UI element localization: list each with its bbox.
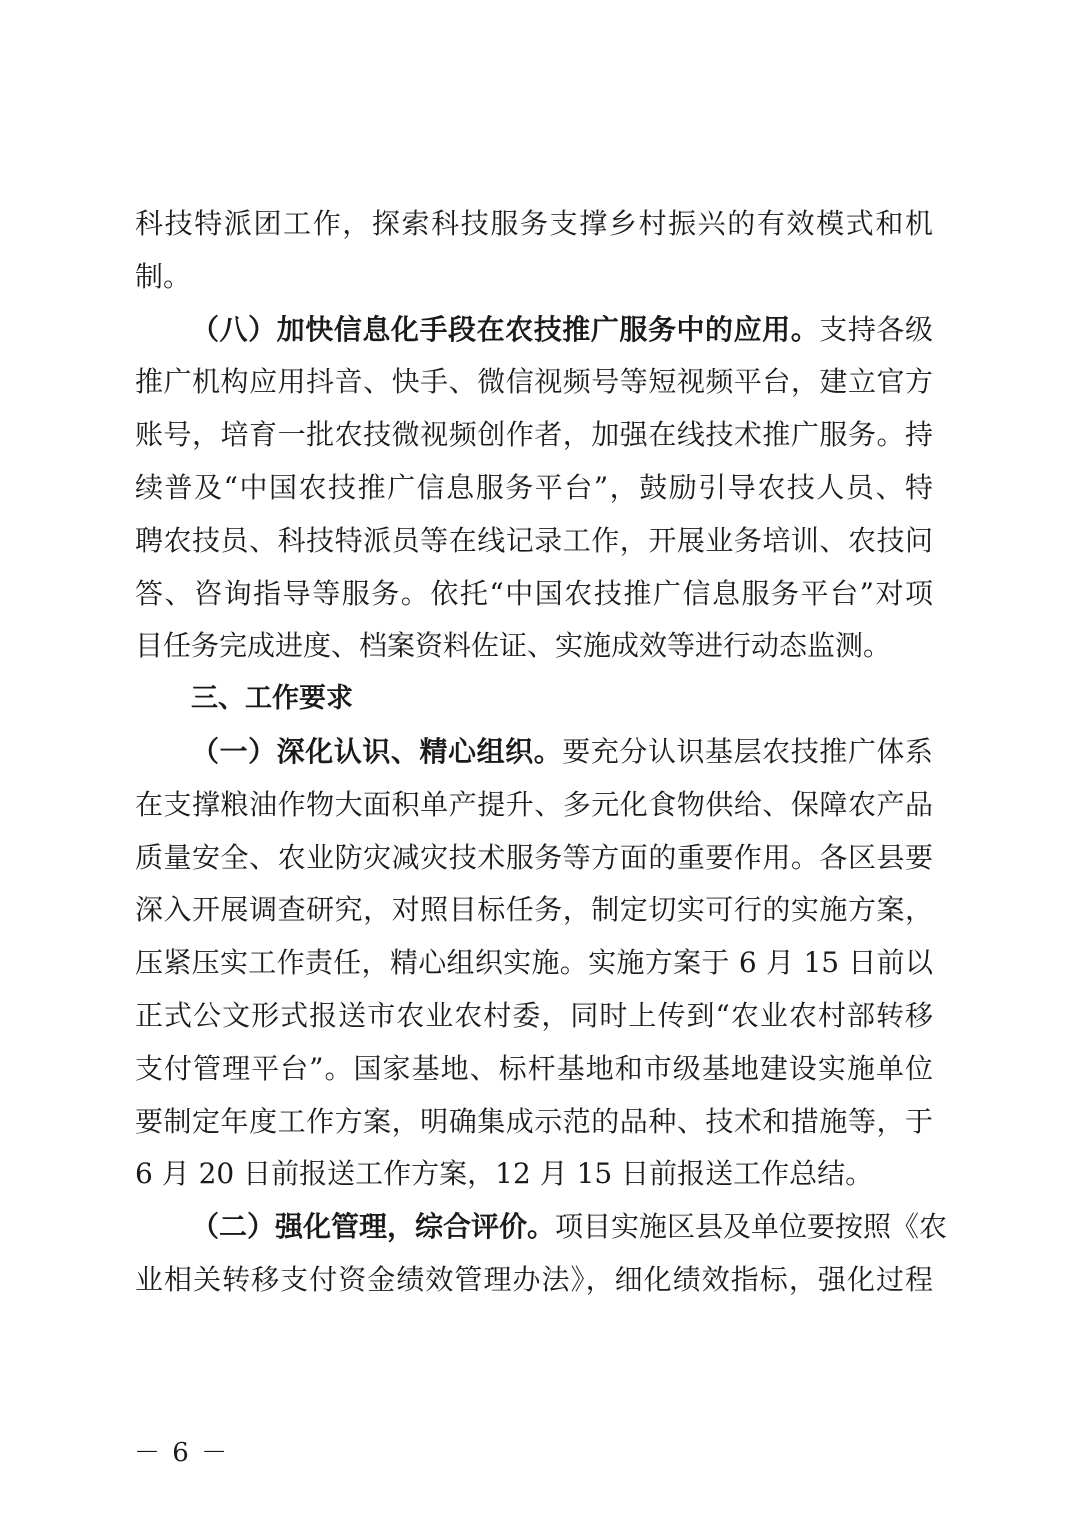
text-line: 深入开展调查研究，对照目标任务，制定切实可行的实施方案， bbox=[135, 893, 933, 927]
paragraph-lead: （八）加快信息化手段在农技推广服务中的应用。 bbox=[191, 312, 820, 346]
text-line: 支付管理平台”。国家基地、标杆基地和市级基地建设实施单位 bbox=[135, 1051, 933, 1085]
text-line bbox=[135, 304, 933, 357]
body-text bbox=[135, 198, 948, 1307]
text-line bbox=[135, 726, 933, 779]
paragraph-text: 支持各级 bbox=[819, 312, 933, 346]
text-line: 业相关转移支付资金绩效管理办法》，细化绩效指标，强化过程 bbox=[135, 1262, 933, 1296]
text-line: 在支撑粮油作物大面积单产提升、多元化食物供给、保障农产品 bbox=[135, 787, 933, 821]
text-line: 6 月 20 日前报送工作方案，12 月 15 日前报送工作总结。 bbox=[135, 1157, 874, 1191]
section-heading: 三、工作要求 bbox=[191, 683, 353, 715]
text-line: 续普及“中国农技推广信息服务平台”，鼓励引导农技人员、特 bbox=[135, 470, 933, 504]
text-line: 科技特派团工作，探索科技服务支撑乡村振兴的有效模式和机 bbox=[135, 207, 933, 240]
text-line: 推广机构应用抖音、快手、微信视频号等短视频平台，建立官方 bbox=[135, 365, 933, 399]
paragraph-text: 要充分认识基层农技推广体系 bbox=[562, 734, 933, 768]
text-line: 账号，培育一批农技微视频创作者，加强在线技术推广服务。持 bbox=[135, 418, 933, 452]
text-line bbox=[135, 1201, 948, 1254]
paragraph-lead: （一）深化认识、精心组织。 bbox=[191, 734, 563, 768]
text-line: 目任务完成进度、档案资料佐证、实施成效等进行动态监测。 bbox=[135, 629, 892, 663]
text-line: 要制定年度工作方案，明确集成示范的品种、技术和措施等，于 bbox=[135, 1104, 933, 1138]
page-number: － 6 － bbox=[134, 1438, 230, 1468]
text-line: 制。 bbox=[135, 259, 192, 293]
text-line: 答、咨询指导等服务。依托“中国农技推广信息服务平台”对项 bbox=[135, 576, 933, 610]
paragraph-lead: （二）强化管理，综合评价。 bbox=[191, 1210, 556, 1244]
text-line: 聘农技员、科技特派员等在线记录工作，开展业务培训、农技问 bbox=[135, 523, 933, 557]
text-line: 正式公文形式报送市农业农村委，同时上传到“农业农村部转移 bbox=[135, 998, 933, 1032]
paragraph-text: 项目实施区县及单位要按照《农 bbox=[555, 1210, 948, 1244]
text-line: 质量安全、农业防灾减灾技术服务等方面的重要作用。各区县要 bbox=[135, 840, 933, 874]
text-line: 压紧压实工作责任，精心组织实施。实施方案于 6 月 15 日前以 bbox=[135, 946, 933, 980]
